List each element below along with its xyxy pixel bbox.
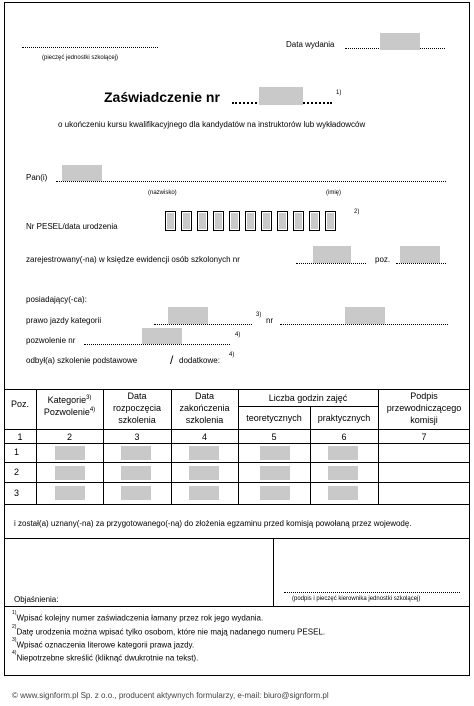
pesel-digit-box[interactable] [181,211,192,231]
statement-divider [4,538,470,539]
note-item: $^{1)}$Wpisać kolejny numer zaświadczenia łamany przez rok jego wydania. [12,610,264,623]
surname-field[interactable] [62,165,102,181]
cell-practice-hours[interactable] [328,446,358,460]
training-separator: / [170,353,174,367]
cell-category[interactable] [55,446,85,460]
pesel-digit-box[interactable] [277,211,288,231]
pan-label: Pan(i) [26,173,48,182]
cell-end-date[interactable] [189,486,219,500]
signature-box-bottom [273,606,470,607]
header-end-date: Data zakończenia szkolenia [179,391,230,425]
surname-caption: (nazwisko) [148,190,177,196]
name-line [56,181,446,182]
cell-end-date[interactable] [189,446,219,460]
poz-line [396,263,446,264]
footer-copyright: © www.signform.pl Sp. z o.o., producent aktywnych formularzy, e-mail: biuro@signform.pl [12,691,329,700]
note-item: $^{3)}$Wpisać oznaczenia literowe kategorii prawa jazdy. [12,637,195,650]
permit-footnote: 4) [235,332,241,338]
register-number-line [296,263,366,264]
cell-start-date[interactable] [121,486,151,500]
pesel-digit-box[interactable] [245,211,256,231]
cell-end-date[interactable] [189,466,219,480]
header-category: Kategorie$^{3)}$ [47,395,92,405]
column-number: 6 [341,432,347,442]
header-poz: Poz. [10,399,29,409]
category-footnote: 3) [256,312,262,318]
cell-category[interactable] [55,486,85,500]
stamp-caption: (pieczęć jednostki szkolącej) [42,55,119,61]
issue-date-field[interactable] [380,33,420,50]
column-number: 2 [66,432,72,442]
training-footnote: 4) [229,352,235,358]
cell-start-date[interactable] [121,466,151,480]
pesel-digit-box[interactable] [309,211,320,231]
training-extra-label[interactable]: dodatkowe: [179,356,220,365]
license-nr-line [280,324,448,325]
pesel-digit-box[interactable] [229,211,240,231]
row-number: 3 [14,488,20,498]
registered-label: zarejestrowany(-na) w księdze ewidencji osób szkolonych nr [26,255,240,264]
category-line [154,324,252,325]
cell-practice-hours[interactable] [328,466,358,480]
poz-label: poz. [375,255,391,264]
category-label: prawo jazdy kategorii [26,316,102,325]
certificate-number-field[interactable] [259,87,303,105]
title-footnote: 1) [336,90,342,96]
row-number: 1 [14,447,20,457]
license-nr-label: nr [266,316,274,325]
cell-start-date[interactable] [121,446,151,460]
header-permit: Pozwolenie$^{4)}$ [43,407,96,417]
header-practice: praktycznych [317,413,371,423]
permit-line [84,344,230,345]
explanations-divider [4,606,273,607]
cell-theory-hours[interactable] [260,446,290,460]
issue-date-label: Data wydania [286,40,335,49]
pesel-digit-box[interactable] [293,211,304,231]
column-number: 7 [421,432,427,442]
table-numbers-bottom [4,443,470,444]
table-row-line [4,462,470,463]
pesel-digit-box[interactable] [197,211,208,231]
holding-label: posiadający(-ca): [26,295,87,304]
category-field[interactable] [168,307,208,324]
cell-theory-hours[interactable] [260,486,290,500]
document-title: Zaświadczenie nr [104,89,220,105]
table-bottom-border [4,504,470,505]
stamp-line [22,47,158,48]
hours-divider [238,406,378,407]
header-theory: teoretycznych [246,413,302,423]
permit-field[interactable] [142,328,182,344]
column-number: 5 [271,432,277,442]
cell-theory-hours[interactable] [260,466,290,480]
cell-practice-hours[interactable] [328,486,358,500]
cell-category[interactable] [55,466,85,480]
poz-field[interactable] [400,246,440,263]
pesel-footnote: 2) [354,209,360,215]
permit-label: pozwolenie nr [26,336,76,345]
header-signature: Podpis przewodniczącego komisji [386,391,462,425]
register-number-field[interactable] [313,246,351,263]
table-row-line [4,482,470,483]
explanations-label: Objaśnienia: [14,595,59,604]
signature-caption: (podpis i pieczęć kierownika jednostki szkolącej) [292,596,421,602]
training-label[interactable]: odbył(a) szkolenie podstawowe [26,356,138,365]
signature-box-left [273,538,274,606]
license-nr-field[interactable] [345,307,385,324]
row-number: 2 [14,467,20,477]
table-header-bottom [4,429,470,430]
name-caption: (imię) [326,190,341,196]
pesel-digit-box[interactable] [261,211,272,231]
document-subtitle: o ukończeniu kursu kwalifikacyjnego dla kandydatów na instruktorów lub wykładowców [58,120,366,129]
pesel-digit-box[interactable] [325,211,336,231]
pesel-digit-box[interactable] [213,211,224,231]
signature-line [284,592,460,593]
note-item[interactable]: $^{4)}$Niepotrzebne skreślić (kliknąć dwukrotnie na tekst). [12,650,199,663]
column-number: 4 [201,432,207,442]
column-number: 3 [134,432,140,442]
table-column-line [238,389,239,504]
header-hours: Liczba godzin zajęć [268,393,348,403]
column-number: 1 [17,432,23,442]
note-item: $^{2)}$Datę urodzenia można wpisać tylko osobom, które nie mają nadanego numeru PESEL. [12,624,326,637]
header-start-date: Data rozpoczęcia szkolenia [112,391,162,425]
statement-text: i został(a) uznany(-na) za przygotowanego(-ną) do złożenia egzaminu przed komisją powołaną przez wojewodę. [14,519,412,528]
pesel-digit-box[interactable] [165,211,176,231]
pesel-label: Nr PESEL/data urodzenia [26,222,118,231]
